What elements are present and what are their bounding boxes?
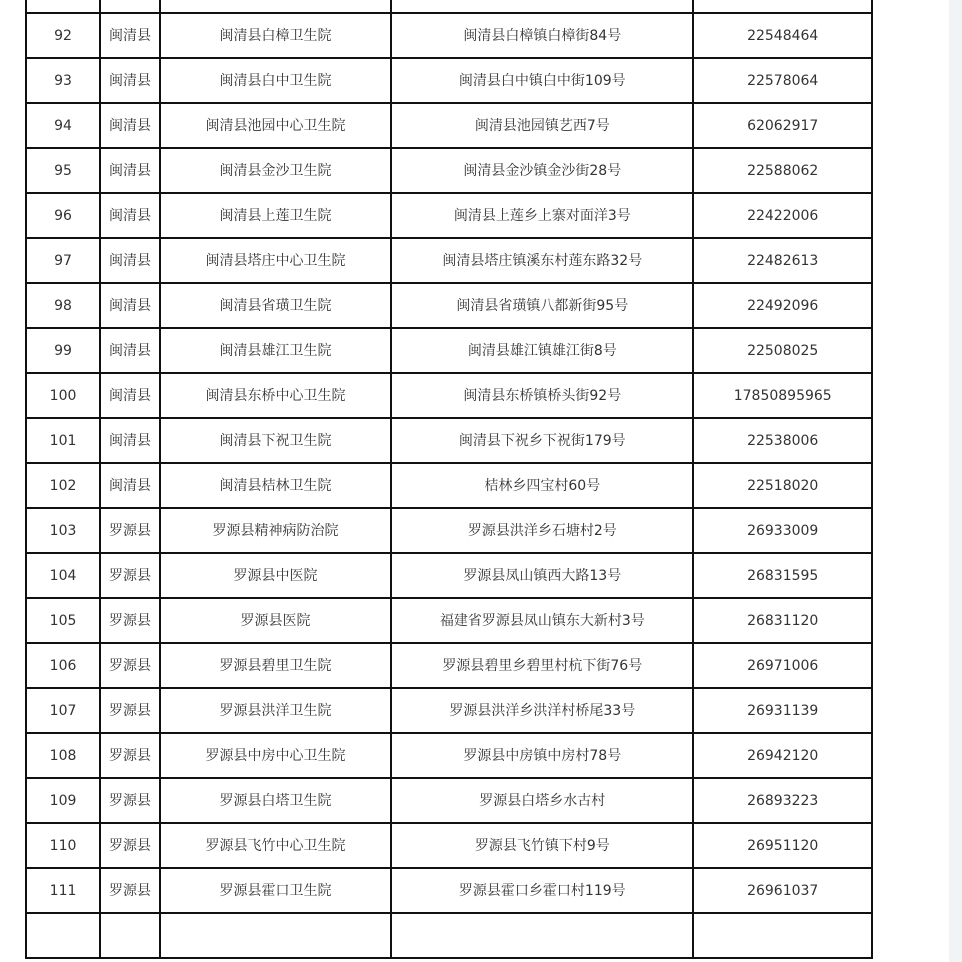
phone-cell: 26942120 xyxy=(693,733,872,778)
county-cell: 罗源县 xyxy=(100,598,160,643)
county-cell xyxy=(100,0,160,13)
table-row xyxy=(26,553,872,598)
address-cell: 闽清县下祝乡下祝街179号 xyxy=(391,418,693,463)
address-cell: 罗源县中房镇中房村78号 xyxy=(391,733,693,778)
phone-cell: 26931139 xyxy=(693,688,872,733)
table-row xyxy=(26,463,872,508)
row-number-cell: 110 xyxy=(26,823,100,868)
phone-cell: 22422006 xyxy=(693,193,872,238)
hospital-name-cell: 闽清县东桥中心卫生院 xyxy=(160,373,391,418)
table-row xyxy=(26,103,872,148)
table-row xyxy=(26,733,872,778)
table-row xyxy=(26,418,872,463)
row-number-cell: 107 xyxy=(26,688,100,733)
table-row xyxy=(26,328,872,373)
phone-cell: 26951120 xyxy=(693,823,872,868)
county-cell: 罗源县 xyxy=(100,733,160,778)
address-cell: 闽清县上莲乡上寨对面洋3号 xyxy=(391,193,693,238)
address-cell: 罗源县洪洋乡洪洋村桥尾33号 xyxy=(391,688,693,733)
row-number-cell: 109 xyxy=(26,778,100,823)
phone-cell: 22588062 xyxy=(693,148,872,193)
row-number-cell: 96 xyxy=(26,193,100,238)
address-cell: 罗源县飞竹镇下村9号 xyxy=(391,823,693,868)
county-cell: 闽清县 xyxy=(100,238,160,283)
hospital-name-cell: 罗源县精神病防治院 xyxy=(160,508,391,553)
county-cell: 罗源县 xyxy=(100,508,160,553)
phone-cell: 17850895965 xyxy=(693,373,872,418)
address-cell: 福建省罗源县凤山镇东大新村3号 xyxy=(391,598,693,643)
hospital-name-cell: 闽清县塔庄中心卫生院 xyxy=(160,238,391,283)
hospital-name-cell: 罗源县医院 xyxy=(160,598,391,643)
phone-cell: 62062917 xyxy=(693,103,872,148)
address-cell: 闽清县金沙镇金沙街28号 xyxy=(391,148,693,193)
row-number-cell: 99 xyxy=(26,328,100,373)
row-number-cell: 108 xyxy=(26,733,100,778)
county-cell: 罗源县 xyxy=(100,778,160,823)
address-cell: 罗源县白塔乡水古村 xyxy=(391,778,693,823)
county-cell: 闽清县 xyxy=(100,373,160,418)
table-row xyxy=(26,148,872,193)
row-number-cell: 92 xyxy=(26,13,100,58)
address-cell: 罗源县霍口乡霍口村119号 xyxy=(391,868,693,913)
row-number-cell: 97 xyxy=(26,238,100,283)
address-cell: 闽清县白中镇白中街109号 xyxy=(391,58,693,103)
row-number-cell: 95 xyxy=(26,148,100,193)
table-row xyxy=(26,373,872,418)
address-cell: 闽清县塔庄镇溪东村莲东路32号 xyxy=(391,238,693,283)
hospital-name-cell xyxy=(160,913,391,958)
address-cell: 桔林乡四宝村60号 xyxy=(391,463,693,508)
address-cell: 闽清县省璜镇八都新街95号 xyxy=(391,283,693,328)
phone-cell: 22482613 xyxy=(693,238,872,283)
hospital-name-cell: 罗源县飞竹中心卫生院 xyxy=(160,823,391,868)
hospital-table xyxy=(25,0,873,959)
row-number-cell xyxy=(26,913,100,958)
hospital-name-cell: 罗源县霍口卫生院 xyxy=(160,868,391,913)
hospital-name-cell: 罗源县白塔卫生院 xyxy=(160,778,391,823)
phone-cell: 22578064 xyxy=(693,58,872,103)
table-row xyxy=(26,238,872,283)
phone-cell: 22492096 xyxy=(693,283,872,328)
phone-cell: 26831595 xyxy=(693,553,872,598)
county-cell: 闽清县 xyxy=(100,103,160,148)
row-number-cell: 104 xyxy=(26,553,100,598)
county-cell: 罗源县 xyxy=(100,688,160,733)
hospital-name-cell: 闽清县白樟卫生院 xyxy=(160,13,391,58)
hospital-name-cell: 闽清县池园中心卫生院 xyxy=(160,103,391,148)
phone-cell: 22518020 xyxy=(693,463,872,508)
hospital-name-cell: 闽清县上莲卫生院 xyxy=(160,193,391,238)
phone-cell: 26933009 xyxy=(693,508,872,553)
county-cell: 闽清县 xyxy=(100,463,160,508)
county-cell xyxy=(100,913,160,958)
phone-cell xyxy=(693,0,872,13)
table-row xyxy=(26,58,872,103)
phone-cell xyxy=(693,913,872,958)
hospital-name-cell: 罗源县洪洋卫生院 xyxy=(160,688,391,733)
address-cell: 罗源县洪洋乡石塘村2号 xyxy=(391,508,693,553)
hospital-name-cell xyxy=(160,0,391,13)
table-row xyxy=(26,778,872,823)
phone-cell: 26971006 xyxy=(693,643,872,688)
county-cell: 罗源县 xyxy=(100,553,160,598)
table-row xyxy=(26,193,872,238)
hospital-name-cell: 罗源县碧里卫生院 xyxy=(160,643,391,688)
table-row xyxy=(26,13,872,58)
page-scrollbar[interactable] xyxy=(949,0,962,962)
address-cell: 闽清县池园镇艺西7号 xyxy=(391,103,693,148)
county-cell: 闽清县 xyxy=(100,58,160,103)
address-cell xyxy=(391,0,693,13)
row-number-cell: 98 xyxy=(26,283,100,328)
county-cell: 罗源县 xyxy=(100,643,160,688)
hospital-name-cell: 闽清县省璜卫生院 xyxy=(160,283,391,328)
county-cell: 闽清县 xyxy=(100,283,160,328)
row-number-cell: 111 xyxy=(26,868,100,913)
row-number-cell: 93 xyxy=(26,58,100,103)
table-row xyxy=(26,643,872,688)
row-number-cell: 103 xyxy=(26,508,100,553)
county-cell: 闽清县 xyxy=(100,148,160,193)
county-cell: 闽清县 xyxy=(100,13,160,58)
table-row xyxy=(26,868,872,913)
address-cell: 罗源县碧里乡碧里村杭下街76号 xyxy=(391,643,693,688)
phone-cell: 22538006 xyxy=(693,418,872,463)
hospital-name-cell: 闽清县金沙卫生院 xyxy=(160,148,391,193)
row-number-cell xyxy=(26,0,100,13)
row-number-cell: 106 xyxy=(26,643,100,688)
hospital-name-cell: 罗源县中医院 xyxy=(160,553,391,598)
county-cell: 闽清县 xyxy=(100,328,160,373)
row-number-cell: 101 xyxy=(26,418,100,463)
hospital-table-body xyxy=(26,0,872,958)
address-cell: 闽清县白樟镇白樟街84号 xyxy=(391,13,693,58)
table-row xyxy=(26,508,872,553)
county-cell: 罗源县 xyxy=(100,823,160,868)
address-cell: 罗源县凤山镇西大路13号 xyxy=(391,553,693,598)
address-cell xyxy=(391,913,693,958)
hospital-name-cell: 罗源县中房中心卫生院 xyxy=(160,733,391,778)
hospital-name-cell: 闽清县白中卫生院 xyxy=(160,58,391,103)
address-cell: 闽清县雄江镇雄江街8号 xyxy=(391,328,693,373)
hospital-name-cell: 闽清县雄江卫生院 xyxy=(160,328,391,373)
address-cell: 闽清县东桥镇桥头街92号 xyxy=(391,373,693,418)
table-row xyxy=(26,283,872,328)
phone-cell: 26961037 xyxy=(693,868,872,913)
table-row xyxy=(26,598,872,643)
row-number-cell: 102 xyxy=(26,463,100,508)
row-number-cell: 94 xyxy=(26,103,100,148)
hospital-name-cell: 闽清县下祝卫生院 xyxy=(160,418,391,463)
row-number-cell: 105 xyxy=(26,598,100,643)
phone-cell: 26893223 xyxy=(693,778,872,823)
county-cell: 闽清县 xyxy=(100,418,160,463)
county-cell: 罗源县 xyxy=(100,868,160,913)
phone-cell: 22548464 xyxy=(693,13,872,58)
table-row xyxy=(26,688,872,733)
county-cell: 闽清县 xyxy=(100,193,160,238)
row-number-cell: 100 xyxy=(26,373,100,418)
table-row xyxy=(26,913,872,958)
table-row xyxy=(26,823,872,868)
phone-cell: 26831120 xyxy=(693,598,872,643)
hospital-name-cell: 闽清县桔林卫生院 xyxy=(160,463,391,508)
table-row xyxy=(26,0,872,13)
phone-cell: 22508025 xyxy=(693,328,872,373)
